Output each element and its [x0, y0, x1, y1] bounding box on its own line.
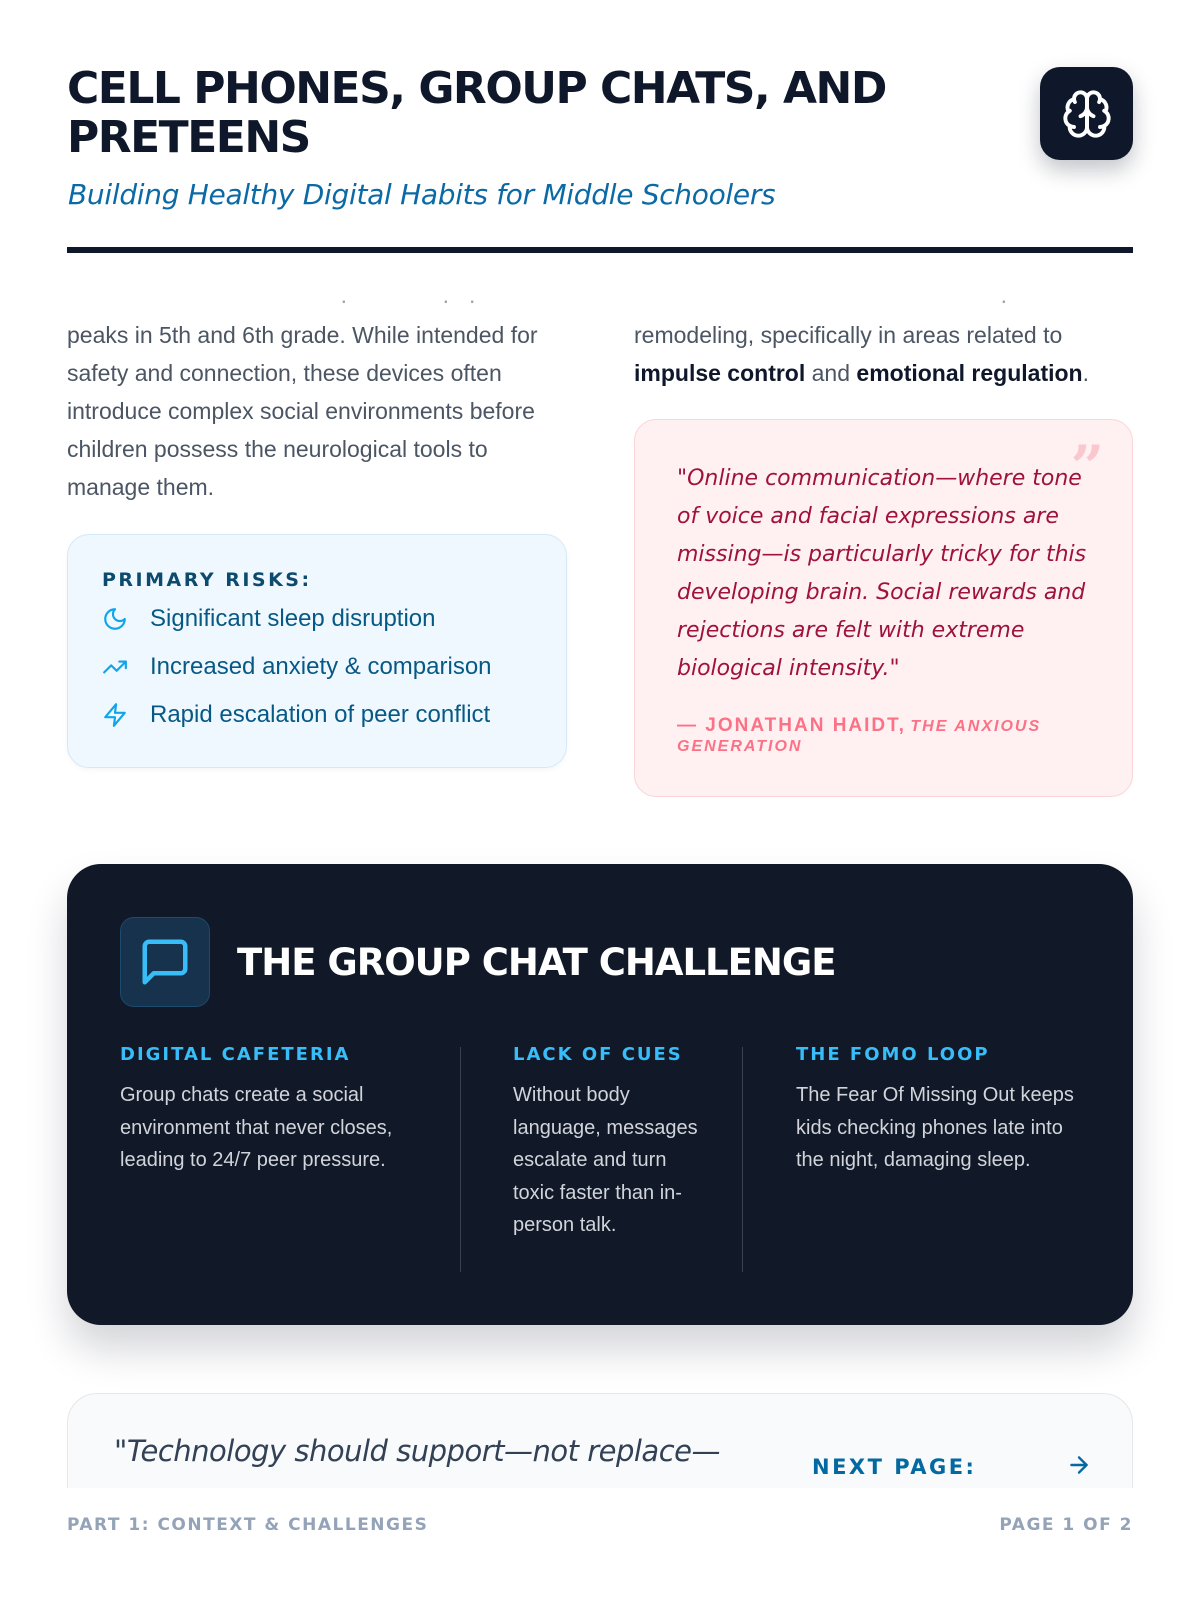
footer-part-label: PART 1: CONTEXT & CHALLENGES — [67, 1515, 429, 1535]
impulse-control-term: impulse control — [634, 360, 806, 386]
header-divider — [67, 247, 1133, 253]
chat-badge — [120, 917, 210, 1007]
column-divider — [742, 1047, 743, 1272]
clipped-text-fragment: · — [1000, 294, 1010, 313]
quote-text: "Online communication—where tone of voice and facial expressions are missing—is particularly tricky for this developing brain. Social rewards and rejections are felt with extreme biological intensity." — [677, 466, 1087, 681]
group-chat-challenge-section — [67, 864, 1133, 1325]
primary-risks-card — [67, 534, 567, 768]
intro-left-text: peaks in 5th and 6th grade. While intended for safety and connection, these devices often introduce complex social environments before children possess the neurological tools to manage them. — [67, 322, 538, 500]
chat-bubble-icon — [138, 935, 192, 989]
risk-label: Significant sleep disruption — [150, 605, 436, 632]
haidt-quote-card — [634, 419, 1133, 797]
risk-label: Rapid escalation of peer conflict — [150, 701, 491, 728]
challenge-text: The Fear Of Missing Out keeps kids checking phones late into the night, damaging sleep. — [796, 1084, 1074, 1171]
challenge-heading: THE FOMO LOOP — [796, 1044, 990, 1065]
challenge-heading: DIGITAL CAFETERIA — [120, 1044, 351, 1065]
clipped-text-fragment: · · · — [340, 294, 479, 313]
primary-risks-heading: PRIMARY RISKS: — [102, 569, 312, 591]
emotional-regulation-term: emotional regulation — [856, 360, 1083, 386]
arrow-right-icon[interactable] — [1066, 1452, 1092, 1483]
page-title: CELL PHONES, GROUP CHATS, AND PRETEENS — [67, 63, 886, 163]
next-page-link[interactable]: NEXT PAGE: — [812, 1455, 977, 1479]
closing-card — [67, 1393, 1133, 1488]
closing-quote: "Technology should support—not replace— — [114, 1434, 720, 1468]
challenge-column — [513, 1044, 703, 1242]
footer-page-number: PAGE 1 OF 2 — [999, 1515, 1133, 1535]
brain-badge — [1040, 67, 1133, 160]
page-subtitle: Building Healthy Digital Habits for Middle Schoolers — [68, 178, 776, 211]
risk-item — [102, 653, 492, 681]
lightning-icon — [102, 702, 128, 728]
challenge-text: Group chats create a social environment that never closes, leading to 24/7 peer pressure. — [120, 1084, 393, 1171]
intro-right-period: . — [1082, 360, 1089, 386]
trending-up-icon — [102, 654, 128, 680]
intro-right-and: and — [805, 360, 857, 386]
moon-icon — [102, 606, 128, 632]
brain-icon — [1061, 88, 1113, 140]
intro-right-prefix: remodeling, specifically in areas related to — [634, 322, 1063, 348]
closing-card-viewport — [60, 1380, 1150, 1488]
quote-author: — JONATHAN HAIDT, — [677, 715, 906, 736]
quote-attribution — [677, 716, 1107, 757]
column-divider — [460, 1047, 461, 1272]
challenge-column — [120, 1044, 420, 1177]
challenge-heading: LACK OF CUES — [513, 1044, 683, 1065]
risk-item — [102, 701, 490, 729]
risk-item — [102, 605, 436, 633]
challenge-text: Without body language, messages escalate and turn toxic faster than in-person talk. — [513, 1084, 698, 1236]
challenge-column — [796, 1044, 1086, 1177]
intro-right-text — [634, 316, 1134, 392]
risk-label: Increased anxiety & comparison — [150, 653, 492, 680]
quote-icon: ” — [1070, 433, 1104, 501]
quote-book-title: THE ANXIOUS GENERATION — [677, 718, 1042, 755]
section-title: THE GROUP CHAT CHALLENGE — [237, 941, 836, 984]
